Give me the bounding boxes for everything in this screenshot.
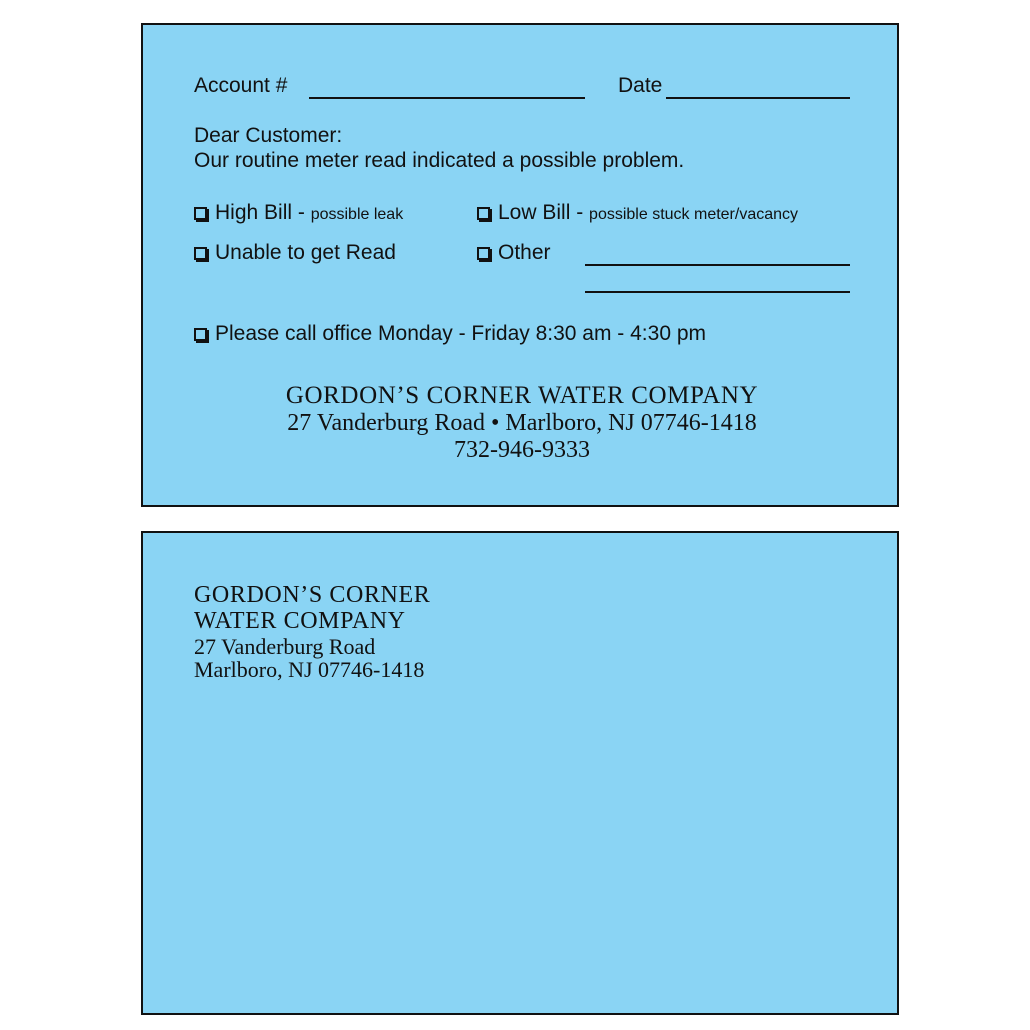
return-street: 27 Vanderburg Road — [194, 634, 376, 659]
unable-to-read-checkbox[interactable] — [194, 247, 207, 260]
low-bill-option[interactable] — [477, 201, 798, 225]
low-bill-label: Low Bill — [498, 201, 571, 224]
greeting: Dear Customer: — [194, 124, 343, 147]
call-office-checkbox[interactable] — [194, 328, 207, 341]
return-city: Marlboro, NJ 07746-1418 — [194, 657, 425, 682]
company-name: GORDON’S CORNER WATER COMPANY — [285, 382, 759, 409]
other-field-line-1[interactable] — [585, 264, 850, 266]
low-bill-separator: - — [570, 201, 590, 224]
return-company-line-1: GORDON’S CORNER — [194, 582, 431, 608]
other-checkbox[interactable] — [477, 247, 490, 260]
other-field-line-2[interactable] — [585, 291, 850, 293]
call-office-option[interactable] — [194, 322, 706, 346]
message: Our routine meter read indicated a possible problem. — [194, 149, 685, 172]
unable-to-read-option[interactable] — [194, 241, 396, 265]
call-office-text: Please call office Monday - Friday 8:30 am - 4:30 pm — [215, 322, 707, 345]
low-bill-checkbox[interactable] — [477, 207, 490, 220]
date-field[interactable] — [666, 97, 850, 99]
back-card — [141, 531, 899, 1015]
account-number-field[interactable] — [309, 97, 585, 99]
front-card — [141, 23, 899, 507]
date-label: Date — [618, 74, 663, 97]
high-bill-checkbox[interactable] — [194, 207, 207, 220]
return-company-line-2: WATER COMPANY — [194, 608, 406, 634]
high-bill-option[interactable] — [194, 201, 403, 225]
high-bill-note: possible leak — [310, 206, 404, 223]
account-label: Account # — [194, 74, 288, 97]
high-bill-label: High Bill — [215, 201, 293, 224]
low-bill-note: possible stuck meter/vacancy — [589, 206, 799, 223]
unable-to-read-label: Unable to get Read — [215, 241, 396, 264]
other-label: Other — [498, 241, 551, 264]
high-bill-separator: - — [292, 201, 311, 224]
company-address: 27 Vanderburg Road • Marlboro, NJ 07746-1418 — [287, 410, 757, 436]
company-phone: 732-946-9333 — [454, 437, 590, 463]
other-option[interactable] — [477, 241, 551, 265]
